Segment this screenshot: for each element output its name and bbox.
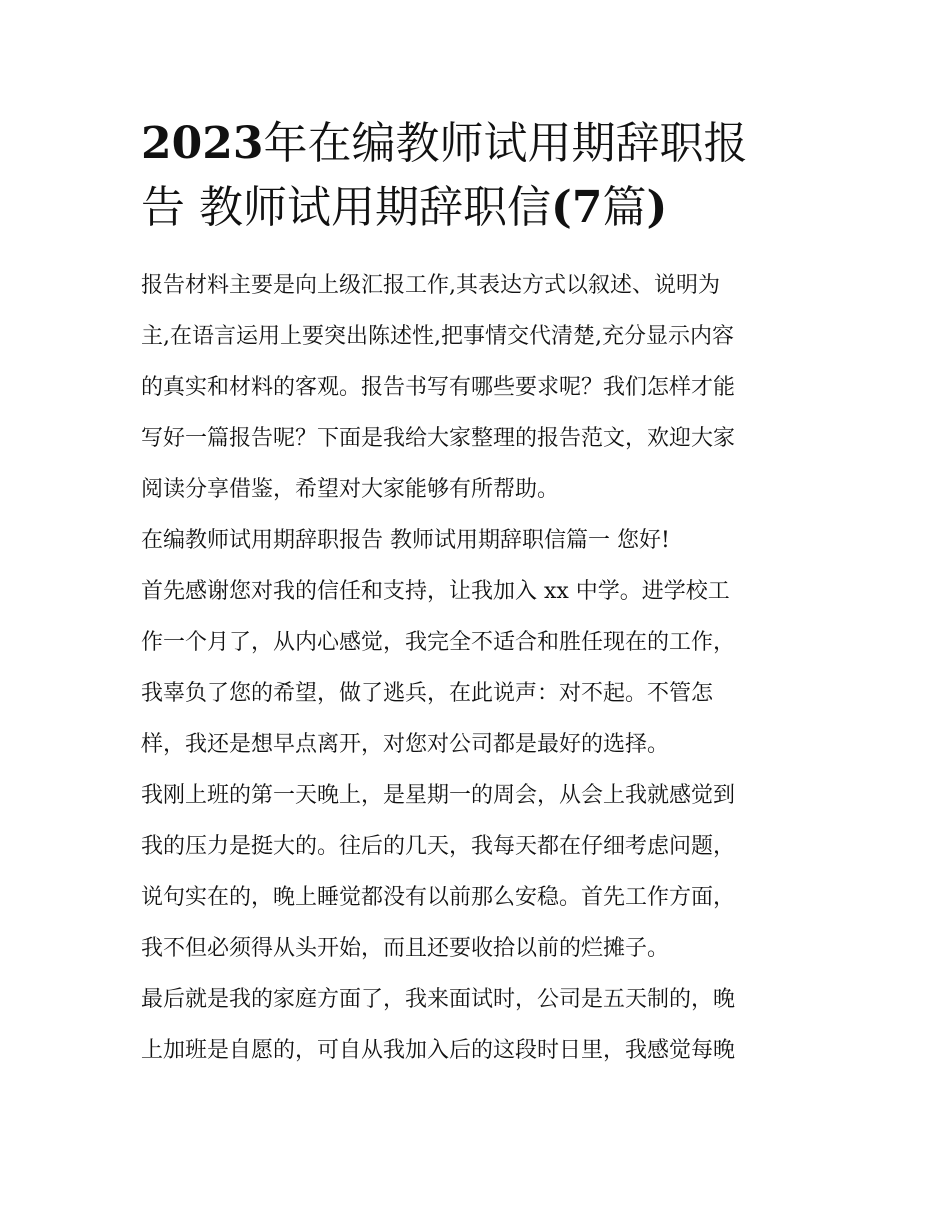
paragraph-line: 作一个月了，从内心感觉，我完全不适合和胜任现在的工作，	[141, 630, 736, 655]
paragraph-line: 的真实和材料的客观。报告书写有哪些要求呢？我们怎样才能	[141, 375, 736, 400]
document-body	[141, 260, 813, 1076]
paragraph-line: 我辜负了您的希望，做了逃兵，在此说声：对不起。不管怎	[141, 681, 714, 706]
paragraph-thanks	[141, 566, 813, 770]
paragraph-line: 阅读分享借鉴，希望对大家能够有所帮助。	[141, 477, 560, 502]
title-line-2-text: 告 教师试用期辞职信	[141, 182, 551, 233]
paragraph-first-day	[141, 770, 813, 974]
paragraph-intro	[141, 260, 813, 515]
paragraph-line: 我不但必须得从头开始，而且还要收拾以前的烂摊子。	[141, 936, 670, 961]
paragraph-line: 报告材料主要是向上级汇报工作,其表达方式以叙述、说明为	[141, 273, 720, 298]
document-page	[141, 112, 813, 1076]
paragraph-line: 在编教师试用期辞职报告 教师试用期辞职信篇一 您好!	[141, 528, 670, 553]
paragraph-family	[141, 974, 813, 1076]
title-close-paren: )	[646, 182, 668, 233]
title-line-1	[141, 112, 813, 176]
title-year: 2023	[141, 118, 264, 169]
paragraph-line: 最后就是我的家庭方面了，我来面试时，公司是五天制的，晚	[141, 987, 736, 1012]
paragraph-line: 说句实在的，晚上睡觉都没有以前那么安稳。首先工作方面，	[141, 885, 736, 910]
paragraph-line: 我的压力是挺大的。往后的几天，我每天都在仔细考虑问题，	[141, 834, 736, 859]
title-line-1-text: 年在编教师试用期辞职报	[263, 118, 748, 169]
paragraph-line: 我刚上班的第一天晚上，是星期一的周会，从会上我就感觉到	[141, 783, 736, 808]
paragraph-line: 上加班是自愿的，可自从我加入后的这段时日里，我感觉每晚	[141, 1038, 736, 1063]
paragraph-line: 样，我还是想早点离开，对您对公司都是最好的选择。	[141, 732, 670, 757]
title-count: (7	[551, 182, 603, 233]
paragraph-line: 写好一篇报告呢？下面是我给大家整理的报告范文，欢迎大家	[141, 426, 736, 451]
title-line-2	[141, 176, 813, 240]
title-count-unit: 篇	[602, 182, 647, 233]
document-title	[141, 112, 813, 240]
paragraph-line: 首先感谢您对我的信任和支持，让我加入 xx 中学。进学校工	[141, 579, 730, 604]
paragraph-line: 主,在语言运用上要突出陈述性,把事情交代清楚,充分显示内容	[141, 324, 734, 349]
paragraph-section-heading	[141, 515, 813, 566]
